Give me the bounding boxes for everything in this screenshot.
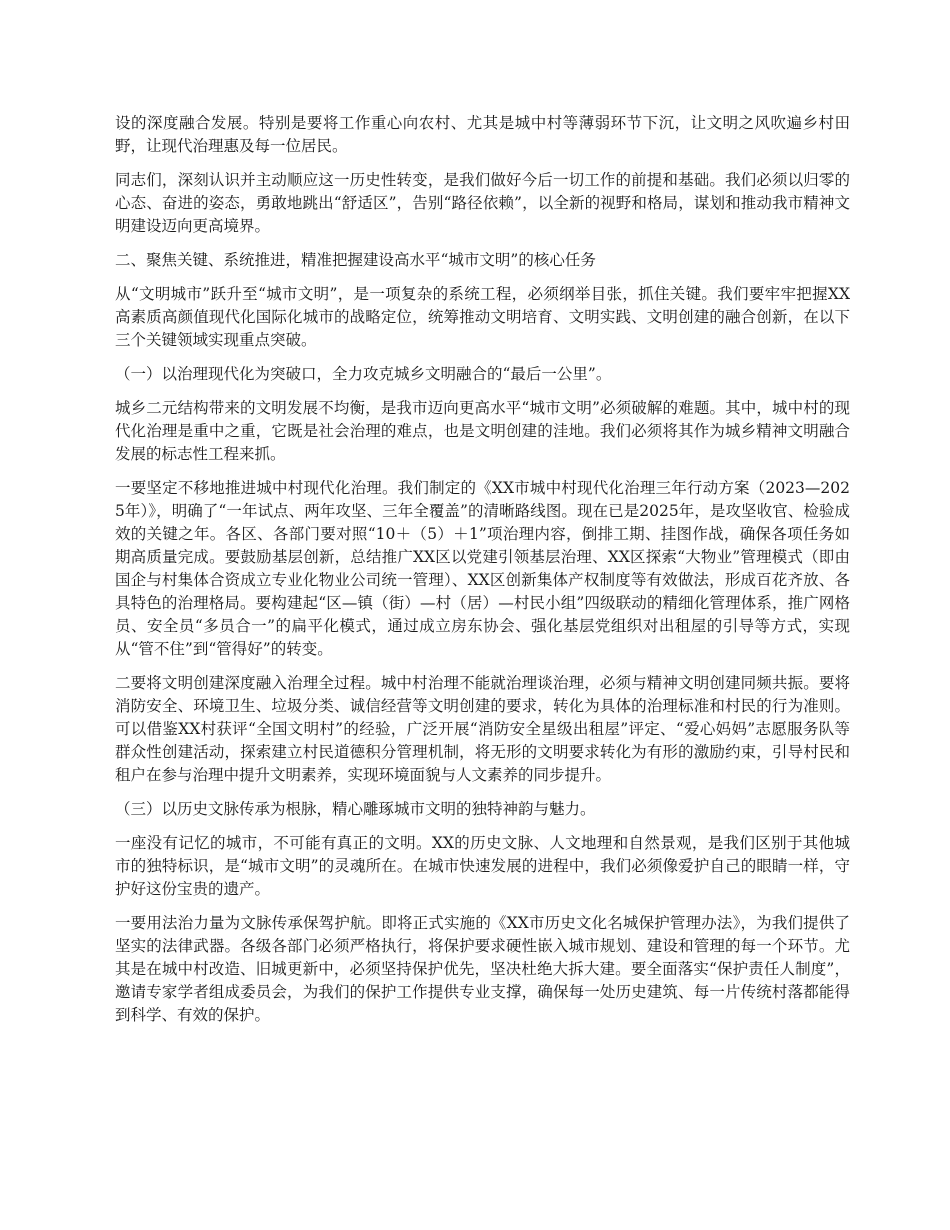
paragraph-first-requirement: 一要坚定不移地推进城中村现代化治理。我们制定的《XX市城中村现代化治理三年行动方案（2023—2025年）》，明确了“一年试点、两年攻坚、三年全覆盖”的清晰路线图。现在已是2025年，是攻坚收官、检验成效的关键之年。各区、各部门要对照“10＋（5）＋1”项治理内容，倒排工期、挂图作战，确保各项任务如期高质量完成。要鼓励基层创新，总结推广XX区以党建引领基层治理、XX区探索“大物业”管理模式（即由国企与村集体合资成立专业化物业公司统一管理）、XX区创新集体产权制度等有效做法，形成百花齐放、各具特色的治理格局。要构建起“区—镇（街）—村（居）—村民小组”四级联动的精细化管理体系，推广网格员、安全员“多员合一”的扁平化模式，通过成立房东协会、强化基层党组织对出租屋的引导等方式，实现从“管不住”到“管得好”的转变。 xyxy=(115,479,850,658)
paragraph-comrades: 同志们，深刻认识并主动顺应这一历史性转变，是我们做好今后一切工作的前提和基础。我们必须以归零的心态、奋进的姿态，勇敢地跳出“舒适区”，告别“路径依赖”，以全新的视野和格局，谋划和推动我市精神文明建设迈向更高境界。 xyxy=(115,171,850,235)
paragraph-urban-rural: 城乡二元结构带来的文明发展不均衡，是我市迈向更高水平“城市文明”必须破解的难题。其中，城中村的现代化治理是重中之重，它既是社会治理的难点，也是文明创建的洼地。我们必须将其作为城乡精神文明融合发展的标志性工程来抓。 xyxy=(115,399,850,463)
document-body xyxy=(115,112,850,1038)
paragraph-second-requirement: 二要将文明创建深度融入治理全过程。城中村治理不能就治理谈治理，必须与精神文明创建同频共振。要将消防安全、环境卫生、垃圾分类、诚信经营等文明创建的要求，转化为具体的治理标准和村民的行为准则。可以借鉴XX村获评“全国文明村”的经验，广泛开展“消防安全星级出租屋”评定、“爱心妈妈”志愿服务队等群众性创建活动，探索建立村民道德积分管理机制，将无形的文明要求转化为有形的激励约束，引导村民和租户在参与治理中提升文明素养，实现环境面貌与人文素养的同步提升。 xyxy=(115,674,850,784)
section-heading-2: 二、聚焦关键、系统推进，精准把握建设高水平“城市文明”的核心任务 xyxy=(115,251,596,269)
paragraph-city-memory: 一座没有记忆的城市，不可能有真正的文明。XX的历史文脉、人文地理和自然景观，是我们区别于其他城市的独特标识，是“城市文明”的灵魂所在。在城市快速发展的进程中，我们必须像爱护自己的眼睛一样，守护好这份宝贵的遗产。 xyxy=(115,834,850,898)
subheading-3: （三）以历史文脉传承为根脉，精心雕琢城市文明的独特神韵与魅力。 xyxy=(115,800,596,818)
paragraph-section-2-intro: 从“文明城市”跃升至“城市文明”，是一项复杂的系统工程，必须纲举目张，抓住关键。我们要牢牢把握XX高素质高颜值现代化国际化城市的战略定位，统筹推动文明培育、文明实践、文明创建的融合创新，在以下三个关键领域实现重点突破。 xyxy=(115,285,850,349)
subheading-1: （一）以治理现代化为突破口，全力攻克城乡文明融合的“最后一公里”。 xyxy=(115,365,612,383)
paragraph-legal-protection: 一要用法治力量为文脉传承保驾护航。即将正式实施的《XX市历史文化名城保护管理办法》，为我们提供了坚实的法律武器。各级各部门必须严格执行，将保护要求硬性嵌入城市规划、建设和管理的每一个环节。尤其是在城中村改造、旧城更新中，必须坚持保护优先，坚决杜绝大拆大建。要全面落实“保护责任人制度”，邀请专家学者组成委员会，为我们的保护工作提供专业支撑，确保每一处历史建筑、每一片传统村落都能得到科学、有效的保护。 xyxy=(115,914,850,1024)
paragraph-intro-continuation: 设的深度融合发展。特别是要将工作重心向农村、尤其是城中村等薄弱环节下沉，让文明之风吹遍乡村田野，让现代治理惠及每一位居民。 xyxy=(115,114,850,155)
